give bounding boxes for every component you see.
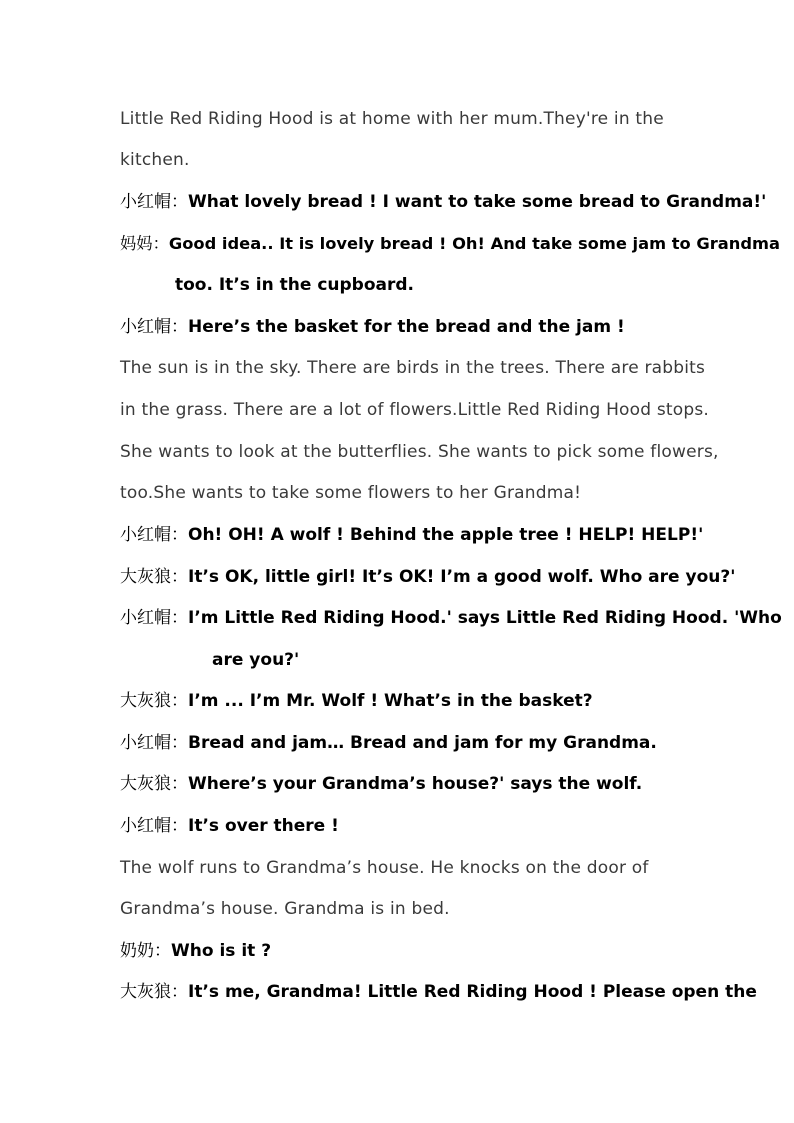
narration-line: The wolf runs to Grandma’s house. He knocks on the door of xyxy=(120,858,649,878)
dialogue-continuation: are you?' xyxy=(212,650,300,670)
speaker-label: 大灰狼： xyxy=(120,774,188,794)
speaker-label: 大灰狼： xyxy=(120,567,188,587)
dialogue-text: Where’s your Grandma’s house?' says the wolf. xyxy=(188,774,643,794)
narration-line: in the grass. There are a lot of flowers.Little Red Riding Hood stops. xyxy=(120,400,710,420)
dialogue-line xyxy=(120,566,735,588)
speaker-label: 小红帽： xyxy=(120,317,188,337)
narration-line: She wants to look at the butterflies. She wants to pick some flowers, xyxy=(120,442,719,462)
dialogue-line xyxy=(120,690,593,712)
dialogue-text: I’m ... I’m Mr. Wolf ! What’s in the basket? xyxy=(188,691,593,711)
dialogue-continuation: too. It’s in the cupboard. xyxy=(175,275,415,295)
speaker-label: 大灰狼： xyxy=(120,982,188,1002)
dialogue-line xyxy=(120,233,780,255)
narration-line: Little Red Riding Hood is at home with her mum.They're in the xyxy=(120,109,664,129)
dialogue-line xyxy=(120,981,757,1003)
dialogue-text: It’s OK, little girl! It’s OK! I’m a good wolf. Who are you?' xyxy=(188,567,736,587)
speaker-label: 奶奶： xyxy=(120,941,171,961)
dialogue-text: It’s over there ! xyxy=(188,816,339,836)
dialogue-text: Here’s the basket for the bread and the jam ! xyxy=(188,317,625,337)
dialogue-line xyxy=(120,773,642,795)
speaker-label: 大灰狼： xyxy=(120,691,188,711)
dialogue-line xyxy=(120,815,339,837)
dialogue-line xyxy=(120,732,657,754)
dialogue-text: Bread and jam… Bread and jam for my Grandma. xyxy=(188,733,657,753)
narration-line: too.She wants to take some flowers to her Grandma! xyxy=(120,483,582,503)
speaker-label: 小红帽： xyxy=(120,816,188,836)
dialogue-line xyxy=(120,316,625,338)
dialogue-text: I’m Little Red Riding Hood.' says Little Red Riding Hood. 'Who xyxy=(188,608,782,628)
dialogue-text: What lovely bread ! I want to take some bread to Grandma!' xyxy=(188,192,767,212)
narration-line: kitchen. xyxy=(120,150,190,170)
dialogue-text: It’s me, Grandma! Little Red Riding Hood ! Please open the xyxy=(188,982,757,1002)
speaker-label: 妈妈： xyxy=(120,234,169,253)
narration-line: Grandma’s house. Grandma is in bed. xyxy=(120,899,450,919)
dialogue-line xyxy=(120,524,703,546)
speaker-label: 小红帽： xyxy=(120,733,188,753)
dialogue-text: Who is it ? xyxy=(171,941,272,961)
narration-line: The sun is in the sky. There are birds in the trees. There are rabbits xyxy=(120,358,706,378)
speaker-label: 小红帽： xyxy=(120,192,188,212)
speaker-label: 小红帽： xyxy=(120,525,188,545)
dialogue-text: Oh! OH! A wolf ! Behind the apple tree ! HELP! HELP!' xyxy=(188,525,704,545)
dialogue-line xyxy=(120,191,766,213)
dialogue-line xyxy=(120,940,271,962)
dialogue-text: Good idea.. It is lovely bread ! Oh! And take some jam to Grandma xyxy=(168,234,780,253)
dialogue-line xyxy=(120,607,782,629)
speaker-label: 小红帽： xyxy=(120,608,188,628)
